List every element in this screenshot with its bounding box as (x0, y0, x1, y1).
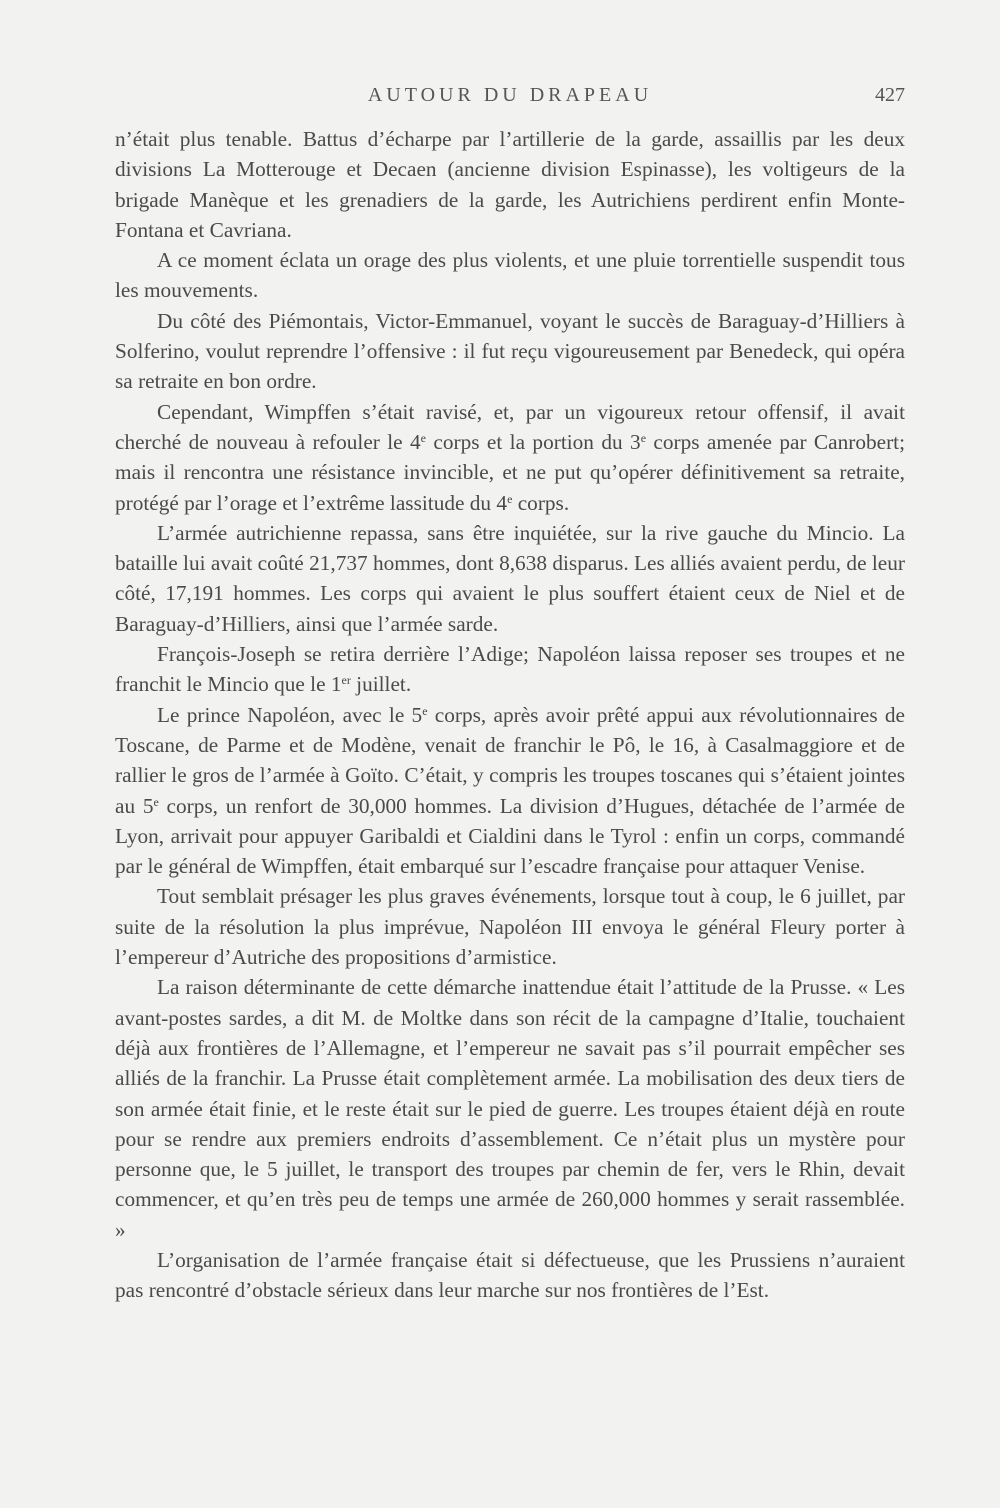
paragraph-7-text-c: corps, un renfort de 30,000 hommes. La division d’Hugues, détachée de l’armée de Lyon, arrivait pour appuyer Garibaldi et Cialdini dans le Tyrol : enfin un corps, commandé par le général de Wimpffen, était embarqué sur l’escadre française pour attaquer Venise. (115, 793, 906, 879)
paragraph-4-text-b: corps et la portion du 3 (426, 429, 641, 454)
superscript: e (153, 794, 159, 809)
body-text (115, 124, 905, 1306)
paragraph-5: L’armée autrichienne repassa, sans être inquiétée, sur la rive gauche du Mincio. La bataille lui avait coûté 21,737 hommes, dont 8,638 disparus. Les alliés avaient perdu, de leur côté, 17,191 hommes. Les corps qui avaient le plus souffert étaient ceux de Niel et de Baraguay-d’Hilliers, ainsi que l’armée sarde. (115, 520, 905, 636)
page-number: 427 (875, 84, 905, 106)
page-header (115, 84, 905, 114)
paragraph-4-text-d: corps. (512, 490, 570, 515)
superscript: e (422, 703, 428, 718)
superscript: e (507, 491, 513, 506)
superscript: e (640, 430, 647, 445)
superscript: e (420, 430, 426, 445)
paragraph-2: A ce moment éclata un orage des plus violents, et une pluie torrentielle suspendit tous les mouvements. (115, 248, 905, 303)
paragraph-8: Tout semblait présager les plus graves événements, lorsque tout à coup, le 6 juillet, par suite de la résolution la plus imprévue, Napoléon III envoya le général Fleury porter à l’empereur d’Autriche des propositions d’armistice. (115, 884, 905, 970)
paragraph-6-text-a: François-Joseph se retira derrière l’Adige; Napoléon laissa reposer ses troupes et ne franchit le Mincio que le 1 (115, 642, 905, 697)
paragraph-6 (115, 639, 905, 700)
running-head: AUTOUR DU DRAPEAU (367, 84, 653, 106)
paragraph-4-text-a: Cependant, Wimpffen s’était ravisé, et, par un vigoureux retour offensif, il avait cherché de nouveau à refouler le 4 (115, 399, 905, 454)
paragraph-1: n’était plus tenable. Battus d’écharpe par l’artillerie de la garde, assaillis par les deux divisions La Motterouge et Decaen (ancienne division Espinasse), les voltigeurs de la brigade Manèque et les grenadiers de la garde, les Autrichiens perdirent enfin Monte-Fontana et Cavriana. (115, 127, 905, 242)
paragraph-9: La raison déterminante de cette démarche inattendue était l’attitude de la Prusse. « Les avant-postes sardes, a dit M. de Moltke dans son récit de la campagne d’Italie, touchaient déjà aux frontières de l’Allemagne, et l’empereur ne savait pas s’il pourrait empêcher ses alliés de la franchir. La Prusse était complètement armée. La mobilisation des deux tiers de son armée était finie, et le reste était sur le pied de guerre. Les troupes étaient déjà en route pour se rendre aux premiers endroits d’assemblement. Ce n’était plus un mystère pour personne que, le 5 juillet, le transport des troupes par chemin de fer, vers le Rhin, devait commencer, et qu’en très peu de temps une armée de 260,000 hommes y serait rassemblée. » (115, 975, 905, 1242)
paragraph-4 (115, 397, 905, 518)
paragraph-6-text-b: juillet. (350, 672, 412, 697)
paragraph-7 (115, 700, 905, 882)
paragraph-7-text-a: Le prince Napoléon, avec le 5 (157, 702, 423, 727)
paragraph-3: Du côté des Piémontais, Victor-Emmanuel, voyant le succès de Baraguay-d’Hilliers à Solferino, voulut reprendre l’offensive : il fut reçu vigoureusement par Benedeck, qui opéra sa retraite en bon ordre. (115, 308, 905, 394)
paragraph-10: L’organisation de l’armée française était si défectueuse, que les Prussiens n’auraient pas rencontré d’obstacle sérieux dans leur marche sur nos frontières de l’Est. (115, 1247, 905, 1303)
paragraph-4-text-c: corps amenée par Canrobert; mais il rencontra une résistance invincible, et ne put qu’opérer définitivement sa retraite, protégé par l’orage et l’extrême lassitude du 4 (115, 429, 906, 515)
paragraph-7-text-b: corps, après avoir prêté appui aux révolutionnaires de Toscane, de Parme et de Modène, venait de franchir le Pô, le 16, à Casalmaggiore et de rallier le gros de l’armée à Goïto. C’était, y compris les troupes toscanes qui s’étaient jointes au 5 (115, 702, 905, 818)
superscript: er (341, 673, 351, 688)
